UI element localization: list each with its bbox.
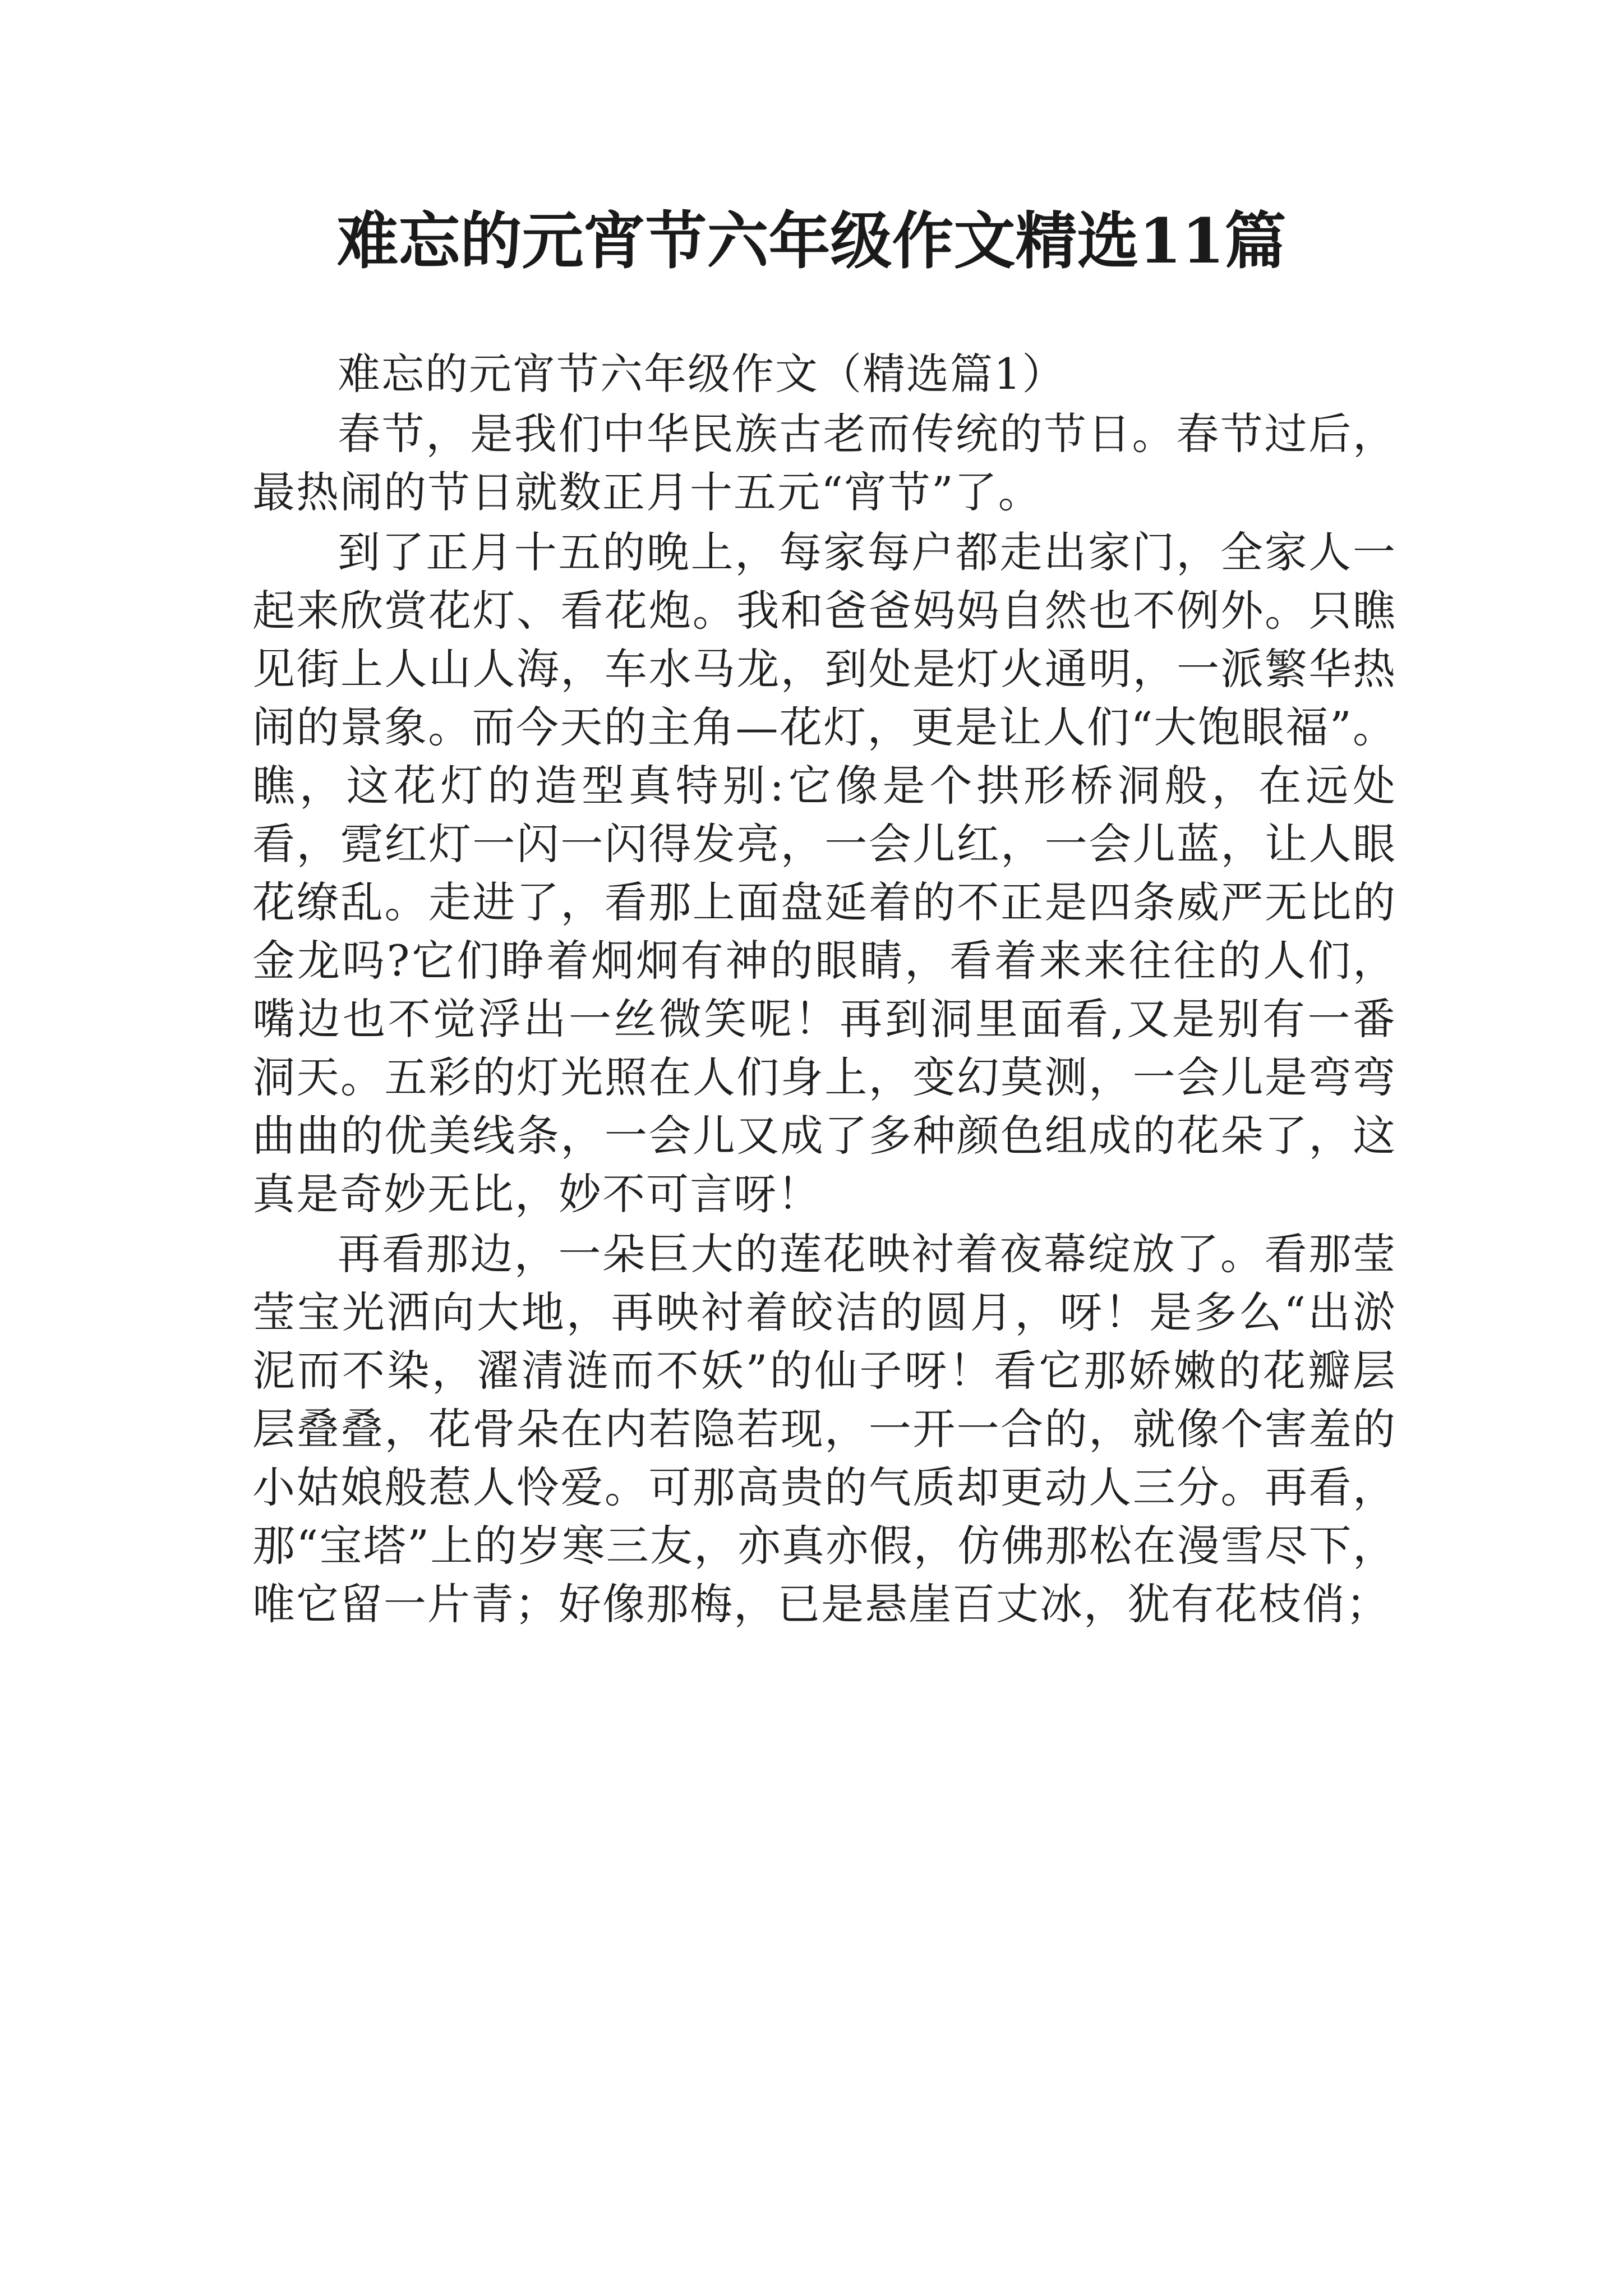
paragraph: 再看那边，一朵巨大的莲花映衬着夜幕绽放了。看那莹莹宝光洒向大地，再映衬着皎洁的圆月，呀！是多么“出淤泥而不染，濯清涟而不妖”的仙子呀！看它那娇嫩的花瓣层层叠叠，花骨朵在内若隐若现，一开一合的，就像个害羞的小姑娘般惹人怜爱。可那高贵的气质却更动人三分。再看，那“宝塔”上的岁寒三友，亦真亦假，仿佛那松在漫雪尽下，唯它留一片青；好像那梅，已是悬崖百丈冰，犹有花枝俏； [252, 1229, 1396, 1629]
paragraph: 到了正月十五的晚上，每家每户都走出家门，全家人一起来欣赏花灯、看花炮。我和爸爸妈妈自然也不例外。只瞧见街上人山人海，车水马龙，到处是灯火通明，一派繁华热闹的景象。而今天的主角—花灯，更是让人们“大饱眼福”。瞧，这花灯的造型真特别:它像是个拱形桥洞般，在远处看，霓红灯一闪一闪得发亮，一会儿红，一会儿蓝，让人眼花缭乱。走进了，看那上面盘延着的不正是四条威严无比的金龙吗?它们睁着炯炯有神的眼睛，看着来来往往的人们，嘴边也不觉浮出一丝微笑呢！再到洞里面看,又是别有一番洞天。五彩的灯光照在人们身上，变幻莫测，一会儿是弯弯曲曲的优美线条，一会儿又成了多种颜色组成的花朵了，这真是奇妙无比，妙不可言呀！ [252, 527, 1396, 1219]
section-heading: 难忘的元宵节六年级作文（精选篇1） [338, 349, 1066, 399]
document-body [252, 345, 1396, 1635]
paragraph: 春节，是我们中华民族古老而传统的节日。春节过后，最热闹的节日就数正月十五元“宵节”了。 [252, 409, 1396, 517]
document-title: 难忘的元宵节六年级作文精选11篇 [336, 205, 1287, 277]
